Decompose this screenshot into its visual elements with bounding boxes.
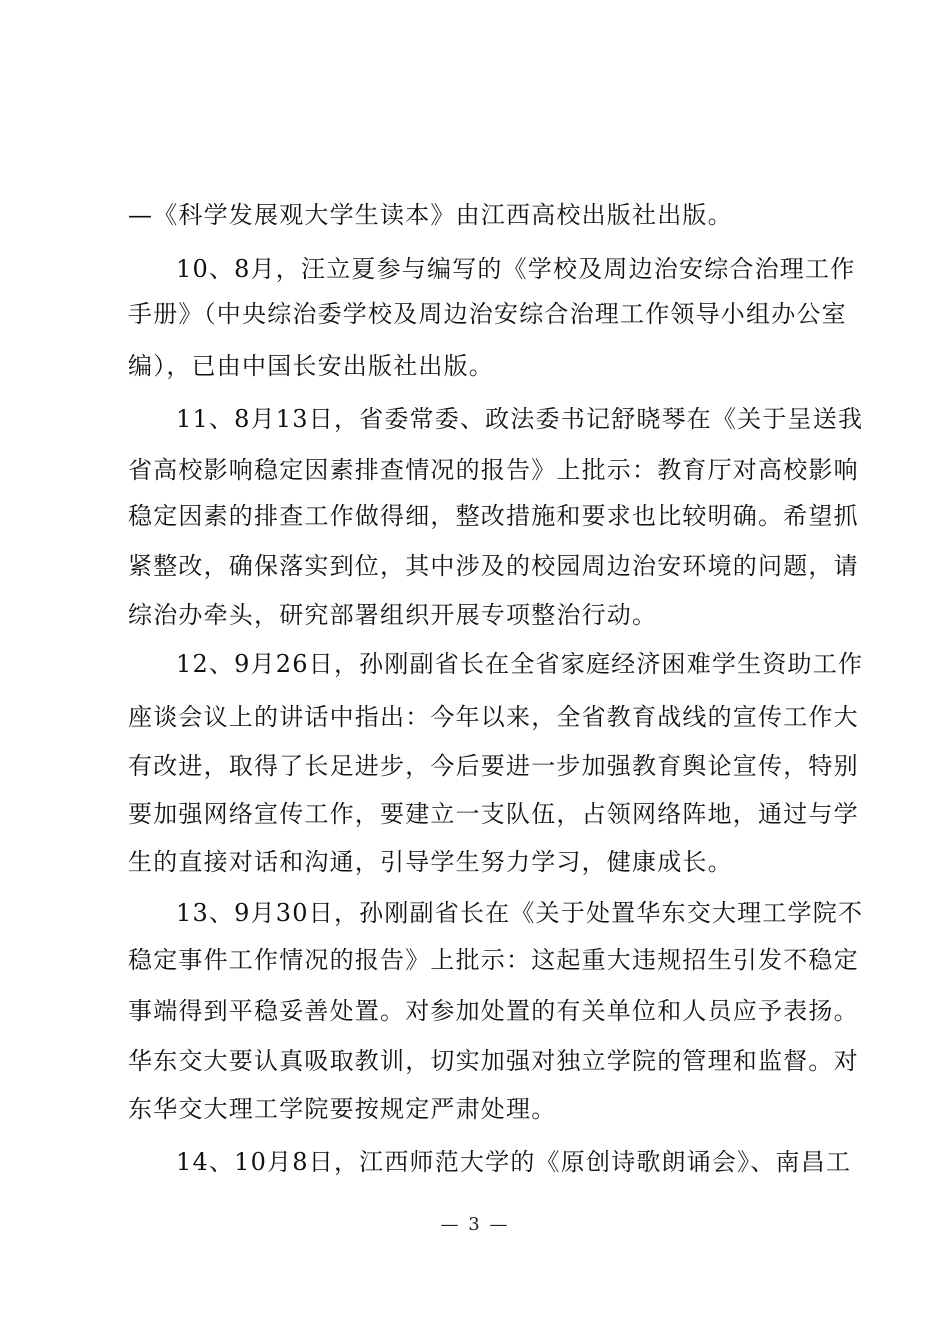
paragraph-11-line-1: 11、8月13日，省委常委、政法委书记舒晓琴在《关于呈送我 [176, 405, 864, 433]
text-line: 稳定因素的排查工作做得细，整改措施和要求也比较明确。希望抓 [128, 502, 859, 530]
text-line: 编），已由中国长安出版社出版。 [128, 352, 494, 380]
text-line: 综治办牵头，研究部署组织开展专项整治行动。 [128, 601, 658, 629]
paragraph-13-line-1: 13、9月30日，孙刚副省长在《关于处置华东交大理工学院不 [176, 899, 864, 927]
text-line: 东华交大理工学院要按规定严肃处理。 [128, 1095, 557, 1123]
text-line: 事端得到平稳妥善处置。对参加处置的有关单位和人员应予表扬。 [128, 997, 859, 1025]
text-line: 紧整改，确保落实到位，其中涉及的校园周边治安环境的问题，请 [128, 552, 859, 580]
text-line: 华东交大要认真吸取教训，切实加强对独立学院的管理和监督。对 [128, 1047, 859, 1075]
paragraph-12-line-1: 12、9月26日，孙刚副省长在全省家庭经济困难学生资助工作 [176, 650, 864, 678]
page-number: — 3 — [440, 1214, 510, 1235]
text-line: 有改进，取得了长足进步，今后要进一步加强教育舆论宣传，特别 [128, 752, 859, 780]
text-line: 座谈会议上的讲话中指出：今年以来，全省教育战线的宣传工作大 [128, 703, 859, 731]
text-line: 稳定事件工作情况的报告》上批示：这起重大违规招生引发不稳定 [128, 946, 859, 974]
paragraph-14-line-1: 14、10月8日，江西师范大学的《原创诗歌朗诵会》、南昌工 [176, 1148, 852, 1176]
text-line: —《科学发展观大学生读本》由江西高校出版社出版。 [128, 201, 733, 229]
paragraph-10-line-1: 10、8月，汪立夏参与编写的《学校及周边治安综合治理工作 [176, 255, 856, 283]
text-line: 要加强网络宣传工作，要建立一支队伍，占领网络阵地，通过与学 [128, 800, 859, 828]
text-line: 省高校影响稳定因素排查情况的报告》上批示：教育厅对高校影响 [128, 456, 859, 484]
text-line: 手册》（中央综治委学校及周边治安综合治理工作领导小组办公室 [128, 300, 847, 328]
text-line: 生的直接对话和沟通，引导学生努力学习，健康成长。 [128, 848, 733, 876]
